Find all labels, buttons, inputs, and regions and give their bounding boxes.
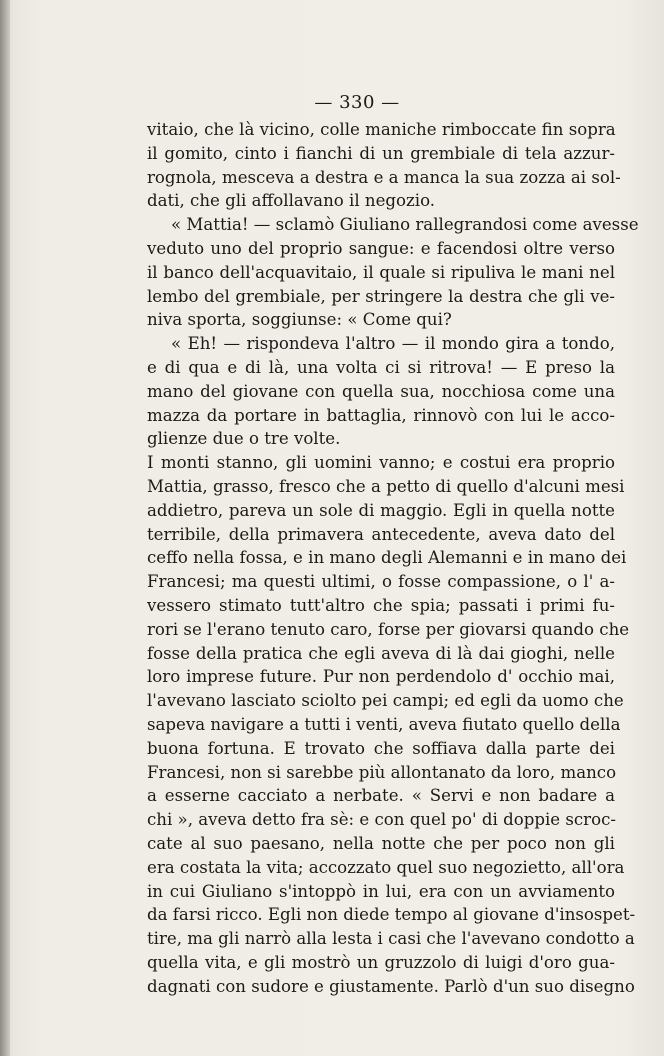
text-line: ceffo nella fossa, e in mano degli Alemanni e in mano dei bbox=[147, 548, 627, 568]
text-line: vessero stimato tutt'altro che spia; passati i primi fu- bbox=[147, 595, 615, 615]
text-line: mano del giovane con quella sua, nocchiosa come una bbox=[147, 381, 615, 401]
text-line: Francesi, non si sarebbe più allontanato da loro, manco bbox=[147, 762, 617, 782]
text-line: buona fortuna. E trovato che soffiava dalla parte dei bbox=[147, 738, 615, 758]
text-line: rori se l'erano tenuto caro, forse per giovarsi quando che bbox=[147, 619, 630, 639]
text-line: e di qua e di là, una volta ci si ritrova! — E preso la bbox=[147, 357, 615, 377]
text-line: I monti stanno, gli uomini vanno; e costui era proprio bbox=[147, 453, 615, 473]
text-line: dati, che gli affollavano il negozio. bbox=[147, 191, 436, 211]
text-line: sapeva navigare a tutti i venti, aveva fiutato quello della bbox=[147, 714, 621, 734]
text-line: terribile, della primavera antecedente, aveva dato del bbox=[147, 524, 615, 544]
text-line: il banco dell'acquavitaio, il quale si ripuliva le mani nel bbox=[147, 262, 615, 282]
text-line: mazza da portare in battaglia, rinnovò con lui le acco- bbox=[147, 405, 615, 425]
text-line: niva sporta, soggiunse: « Come qui? bbox=[147, 310, 452, 330]
text-line: cate al suo paesano, nella notte che per poco non gli bbox=[147, 833, 615, 853]
text-line: da farsi ricco. Egli non diede tempo al giovane d'insospet- bbox=[147, 905, 636, 925]
page-number: — 330 — bbox=[314, 92, 400, 113]
text-line: tire, ma gli narrò alla lesta i casi che l'avevano condotto a bbox=[147, 929, 635, 949]
body-text bbox=[147, 118, 639, 998]
text-line: chi », aveva detto fra sè: e con quel po' di doppie scroc- bbox=[147, 810, 616, 830]
text-line: vitaio, che là vicino, colle maniche rimboccate fin sopra bbox=[147, 120, 616, 139]
text-line: a esserne cacciato a nerbate. « Servi e non badare a bbox=[147, 786, 615, 806]
text-line: Mattia, grasso, fresco che a petto di quello d'alcuni mesi bbox=[147, 476, 625, 496]
binding-edge bbox=[0, 0, 10, 1056]
text-line: il gomito, cinto i fianchi di un grembiale di tela azzur- bbox=[147, 143, 615, 163]
text-line: l'avevano lasciato sciolto pei campi; ed egli da uomo che bbox=[147, 691, 624, 711]
text-line: Francesi; ma questi ultimi, o fosse compassione, o l' a- bbox=[147, 572, 615, 592]
text-line: dagnati con sudore e giustamente. Parlò d'un suo disegno bbox=[147, 976, 635, 996]
text-line: « Eh! — rispondeva l'altro — il mondo gira a tondo, bbox=[171, 334, 615, 354]
text-line: « Mattia! — sclamò Giuliano rallegrandosi come avesse bbox=[171, 215, 639, 235]
text-line: glienze due o tre volte. bbox=[147, 429, 341, 449]
text-line: loro imprese future. Pur non perdendolo d' occhio mai, bbox=[147, 667, 615, 687]
text-line: era costata la vita; accozzato quel suo negozietto, all'ora bbox=[147, 857, 625, 877]
text-line: quella vita, e gli mostrò un gruzzolo di luigi d'oro gua- bbox=[147, 952, 615, 972]
text-line: lembo del grembiale, per stringere la destra che gli ve- bbox=[147, 286, 615, 306]
text-line: addietro, pareva un sole di maggio. Egli in quella notte bbox=[147, 500, 615, 520]
text-line: veduto uno del proprio sangue: e facendosi oltre verso bbox=[147, 238, 615, 258]
text-line: in cui Giuliano s'intoppò in lui, era con un avviamento bbox=[147, 881, 615, 901]
text-line: rognola, mesceva a destra e a manca la sua zozza ai sol- bbox=[147, 167, 621, 187]
text-line: fosse della pratica che egli aveva di là dai gioghi, nelle bbox=[147, 643, 615, 663]
